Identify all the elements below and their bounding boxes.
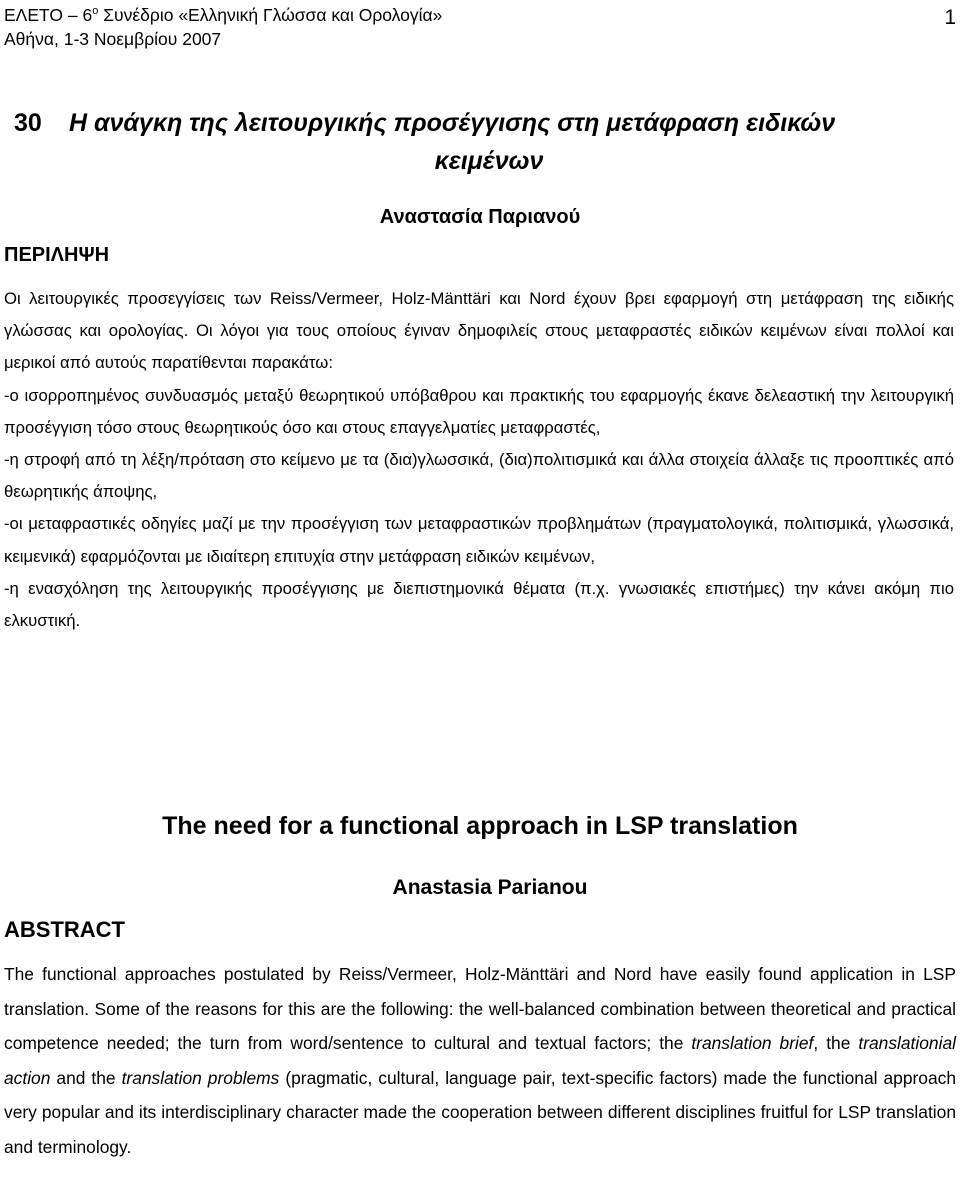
english-author: Anastasia Parianou [392,876,588,899]
abstract-term-translational-action: translationial action [4,1033,956,1088]
abstract-text: (pragmatic, cultural, language pair, text-specific factors) made the functional approach very popular and its interdisciplinary character made the cooperation between different disciplines fruitful for LSP translation and terminology. [4,1067,957,1157]
running-header [4,3,442,51]
greek-section-heading: ΠΕΡΙΛΗΨΗ [4,244,110,266]
header-conference-prefix: ΕΛΕΤΟ – 6 [4,5,93,25]
page-number: 1 [944,6,956,29]
greek-paragraph: -η ενασχόληση της λειτουργικής προσέγγισης με διεπιστημονικά θέματα (π.χ. γνωσιακές επιστήμες) την κάνει ακόμη πιο ελκυστική. [4,578,954,631]
english-title: The need for a functional approach in LSP translation [162,812,798,840]
greek-paragraph: -ο ισορροπημένος συνδυασμός μεταξύ θεωρητικού υπόβαθρου και πρακτικής του εφαρμογής έκανε δελεαστική την λειτουργική προσέγγιση τόσο στους θεωρητικούς όσο και στους επαγγελματίες μεταφραστές, [4,385,954,437]
abstract-text: and the [50,1067,122,1088]
header-conference [4,3,442,27]
paper-number: 30 [14,109,42,137]
greek-paragraph: Οι λειτουργικές προσεγγίσεις των Reiss/Vermeer, Holz-Mänttäri και Nord έχουν βρει εφαρμογή στη μετάφραση της ειδικής γλώσσας και ορολογίας. Οι λόγοι για τους οποίους έγιναν δημοφιλείς στους μεταφραστές ειδικών κειμένων είναι πολλοί και μερικοί από αυτούς παρατίθενται παρακάτω: [4,289,954,373]
greek-title-line2: κειμένων [434,147,544,175]
abstract-term-translation-problems: translation problems [121,1067,280,1088]
english-paragraph [4,957,956,1165]
english-section-heading: ABSTRACT [4,917,125,942]
header-ordinal-superscript: ο [92,5,99,17]
abstract-text: , the [813,1033,859,1054]
greek-title [14,104,954,180]
greek-paragraph: -η στροφή από τη λέξη/πρόταση στο κείμενο με τα (δια)γλωσσικά, (δια)πολιτισμικά και άλλα στοιχεία άλλαξε τις προοπτικές από θεωρητικής άποψης, [4,450,954,502]
greek-abstract [4,283,954,637]
greek-paragraph: -οι μεταφραστικές οδηγίες μαζί με την προσέγγιση των μεταφραστικών προβλημάτων (πραγματολογικά, πολιτισμικά, γλωσσικά, κειμενικά) εφαρμόζονται με ιδιαίτερη επιτυχία στην μετάφραση ειδικών κειμένων, [4,514,954,566]
greek-title-line1: Η ανάγκη της λειτουργικής προσέγγισης στη μετάφραση ειδικών [69,109,836,137]
abstract-text: The functional approaches postulated by Reiss/Vermeer, Holz-Mänttäri and Nord have easily found application in LSP translation. Some of the reasons for this are the following: the well-balanced combination between theoretical and practical competence needed; the turn from word/sentence to cultural and textual factors; the [4,964,956,1054]
abstract-term-translation-brief: translation brief [691,1033,814,1054]
header-location-date: Αθήνα, 1-3 Νοεμβρίου 2007 [4,29,222,49]
english-abstract [4,957,956,1165]
header-conference-name: Συνέδριο «Ελληνική Γλώσσα και Ορολογία» [98,5,443,25]
greek-author: Αναστασία Παριανού [379,206,581,228]
